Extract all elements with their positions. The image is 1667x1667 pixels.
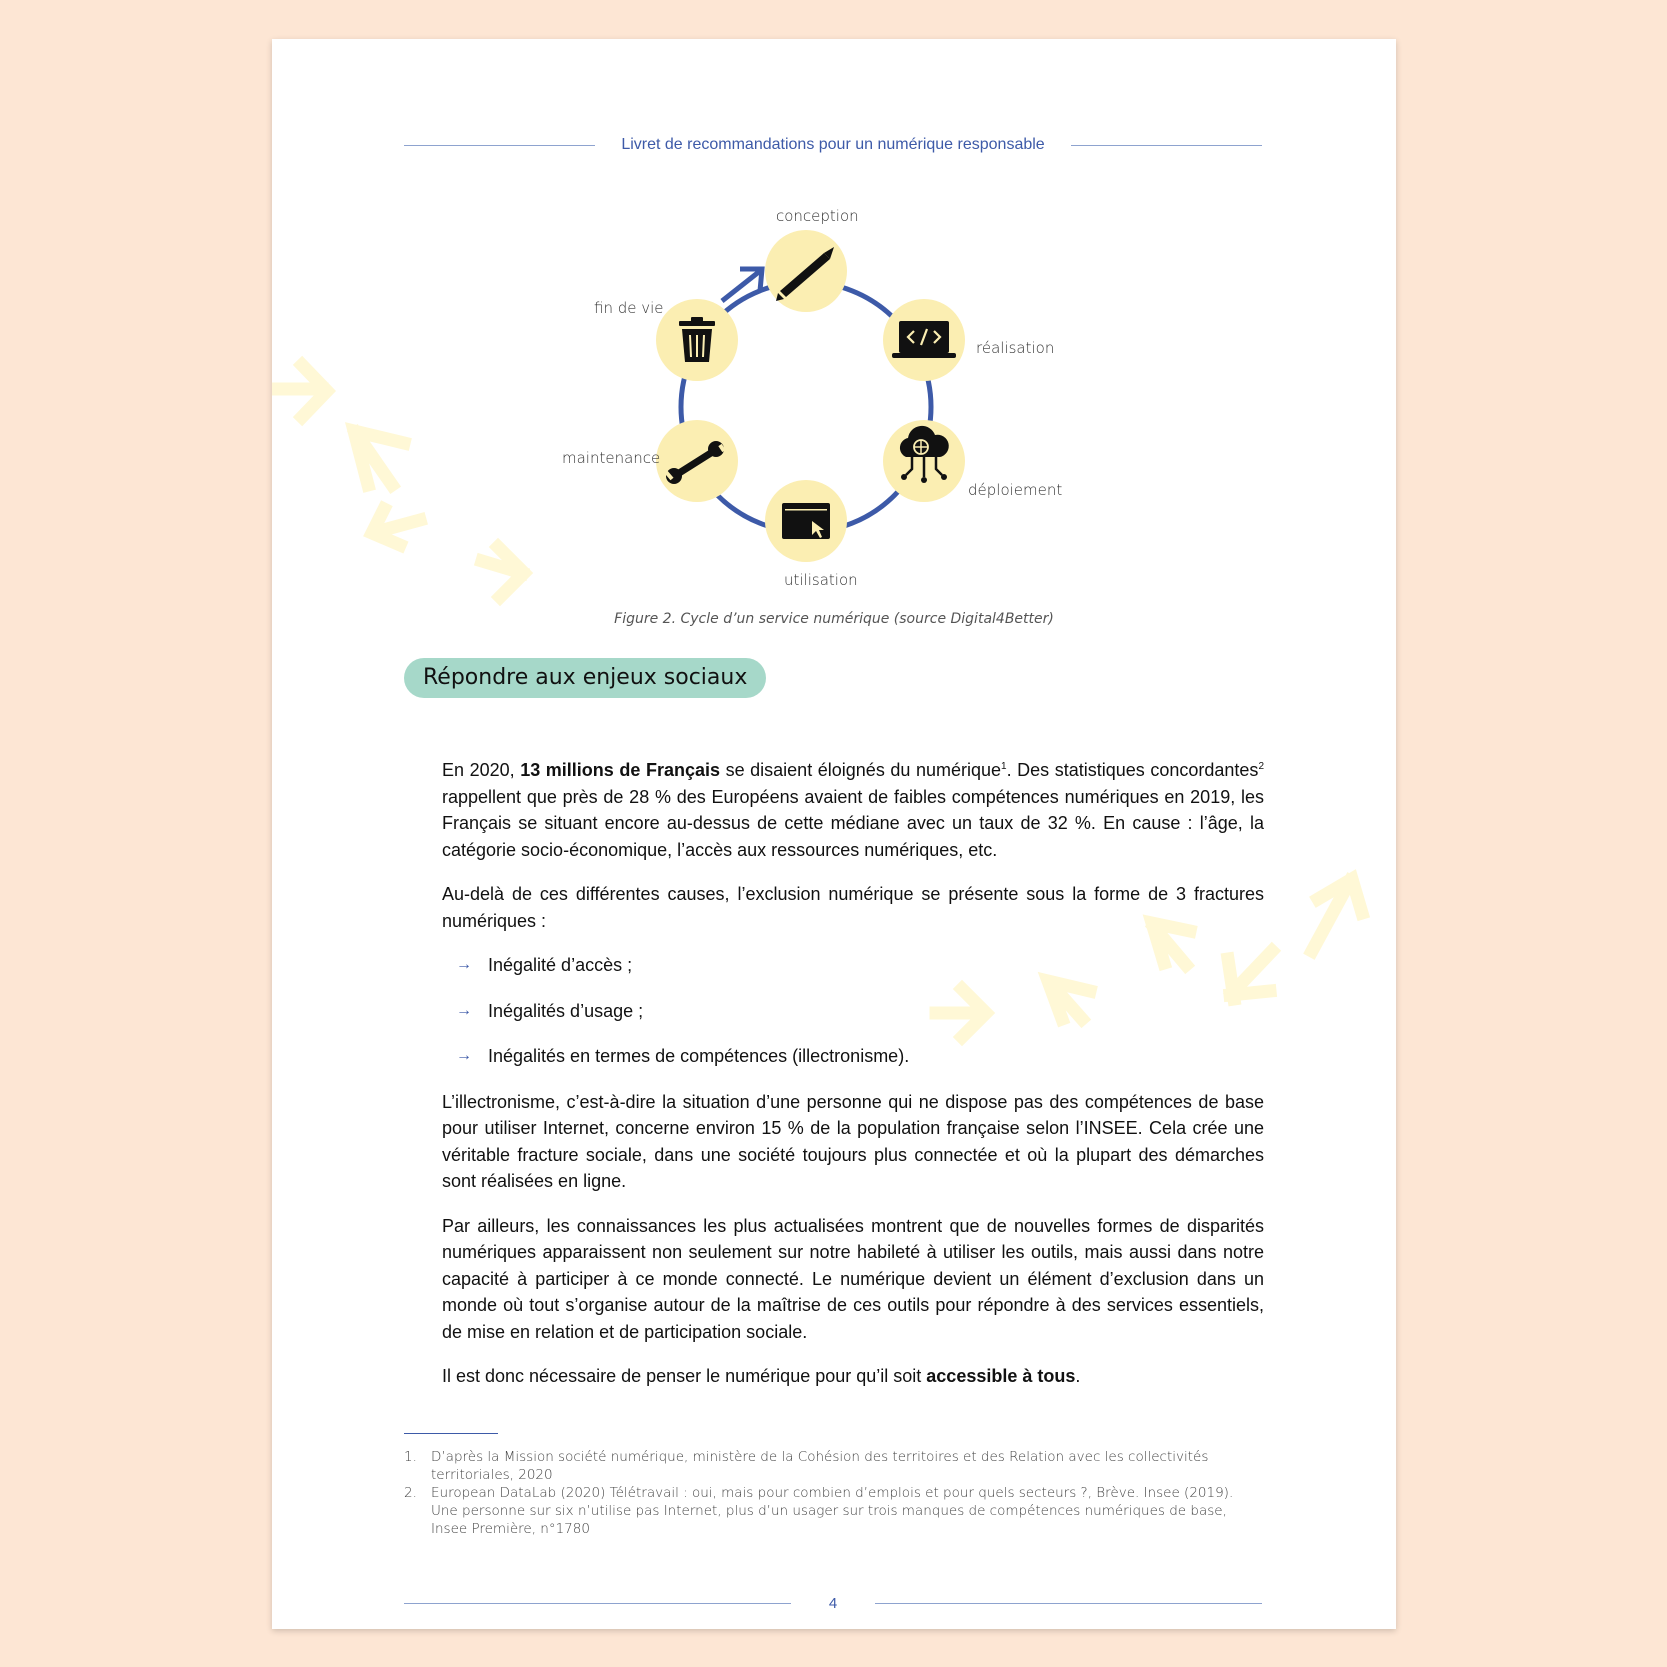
header-title: Livret de recommandations pour un numérique responsable: [621, 136, 1045, 153]
list-item: [442, 952, 1264, 979]
header-rule-left: [404, 145, 595, 146]
footer-rule-left: [404, 1603, 791, 1604]
footnote-ref-1: 1: [1001, 761, 1007, 772]
browser-cursor-icon: [782, 503, 830, 539]
p5-text-a: Il est donc nécessaire de penser le numérique pour qu’il soit: [442, 1366, 927, 1386]
footnote-text: D’après la Mission société numérique, ministère de la Cohésion des territoires et des Relation avec les collectivités territoriales, 2020: [431, 1449, 1209, 1483]
code-laptop-icon: [892, 321, 956, 358]
p1-text-d: rappellent que près de 28 % des Européens avaient de faibles compétences numériques en 2019, les Français se situant encore au-dessus de cette médiane avec un taux de 32 %. En cause : l’âge, la catégorie socio-économique, l’accès aux ressources numériques, etc.: [442, 786, 1264, 860]
p1-text-b: se disaient éloignés du numérique: [720, 760, 1002, 780]
paragraph-5: [442, 1363, 1264, 1390]
page-footer: [404, 1592, 1262, 1614]
p1-text-c: . Des statistiques concordantes: [1006, 760, 1259, 780]
footnote-ref-2: 2: [1258, 761, 1264, 772]
document-page: [272, 39, 1396, 1629]
header-rule-right: [1071, 145, 1262, 146]
page-number: 4: [828, 1594, 838, 1612]
paragraph-4: Par ailleurs, les connaissances les plus actualisées montrent que de nouvelles formes de disparités numériques apparaissent non seulement sur notre habileté à utiliser les outils, mais aussi dans notre capacité à participer à ce monde connecté. Le numérique devient un élément d’exclusion dans un monde où tout s’organise autour de la maîtrise de ces outils pour répondre à des services essentiels, de mise en relation et de participation sociale.: [442, 1215, 1264, 1342]
paragraph-3: L’illectronisme, c’est-à-dire la situation d’une personne qui ne dispose pas des compétences de base pour utiliser Internet, concerne environ 15 % de la population française selon l’INSEE. Cela crée une véritable fracture sociale, dans une société toujours plus connectée et où la plupart des démarches sont réalisées en ligne.: [442, 1091, 1264, 1191]
p5-text-b: .: [1075, 1366, 1081, 1386]
list-item: [442, 998, 1264, 1025]
footnote-number: 1.: [404, 1449, 417, 1465]
running-header: [404, 131, 1262, 159]
footnote-text: European DataLab (2020) Télétravail : oui, mais pour combien d’emplois et pour quels secteurs ?, Brève. Insee (2019). Une personne sur six n’utilise pas Internet, plus d’un usager sur trois manques de compétences numériques de base, Insee Première, n°1780: [431, 1485, 1234, 1537]
footnote-1: [404, 1448, 1264, 1484]
p5-bold: accessible à tous: [926, 1366, 1076, 1386]
arrow-right-icon: →: [456, 1047, 472, 1064]
list-item: [442, 1043, 1264, 1070]
section-title: Répondre aux enjeux sociaux: [404, 658, 766, 698]
p1-bold: 13 millions de Français: [520, 760, 720, 780]
lifecycle-diagram: [562, 189, 1082, 609]
paragraph-2: Au-delà de ces différentes causes, l’exclusion numérique se présente sous la forme de 3 fractures numériques :: [442, 884, 1264, 931]
body-text: [442, 757, 1264, 1408]
list-item-text: Inégalité d’accès ;: [488, 955, 633, 975]
stage-label-deploiement: déploiement: [968, 481, 1063, 499]
paragraph-1: [442, 757, 1264, 863]
figure-caption: Figure 2. Cycle d’un service numérique (source Digital4Better): [614, 611, 1054, 627]
lifecycle-ring: [562, 189, 1082, 609]
fractures-list: [442, 952, 1264, 1070]
stage-label-conception: conception: [776, 207, 859, 225]
footnote-number: 2.: [404, 1485, 417, 1501]
stage-label-realisation: réalisation: [976, 339, 1055, 357]
footer-rule-right: [875, 1603, 1262, 1604]
arrow-right-icon: →: [456, 956, 472, 973]
list-item-text: Inégalités d’usage ;: [488, 1000, 644, 1021]
list-item-text: Inégalités en termes de compétences (illectronisme).: [488, 1046, 910, 1066]
footnote-rule: [404, 1433, 498, 1434]
trash-icon: [679, 317, 715, 362]
arrow-right-icon: →: [456, 1001, 472, 1019]
footnote-2: [404, 1484, 1264, 1538]
stage-label-fin-de-vie: fin de vie: [594, 299, 664, 317]
p1-text-a: En 2020,: [442, 760, 521, 780]
footnotes: [404, 1448, 1264, 1538]
stage-label-utilisation: utilisation: [784, 571, 858, 589]
stage-label-maintenance: maintenance: [562, 449, 661, 467]
